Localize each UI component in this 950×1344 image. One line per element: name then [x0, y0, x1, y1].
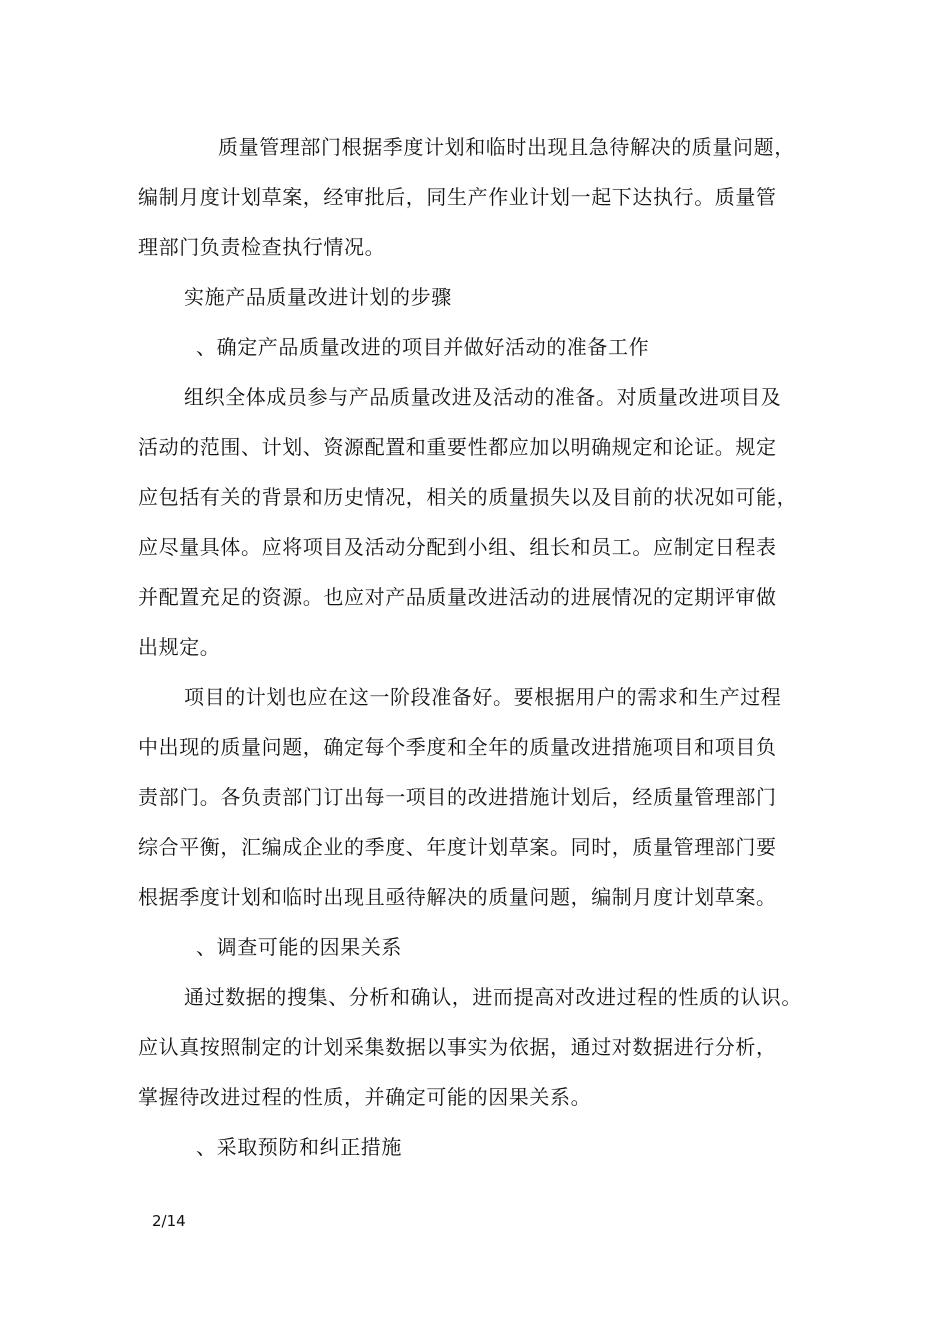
step-heading: 、确定产品质量改进的项目并做好活动的准备工作 [196, 335, 650, 359]
step-heading: 、调查可能的因果关系 [196, 935, 402, 959]
paragraph-line: 出规定。 [138, 635, 221, 659]
paragraph-line: 掌握待改进过程的性质，并确定可能的因果关系。 [138, 1085, 592, 1109]
paragraph-line: 应认真按照制定的计划采集数据以事实为依据，通过对数据进行分析， [138, 1035, 777, 1059]
paragraph-line: 活动的范围、计划、资源配置和重要性都应加以明确规定和论证。规定 [138, 435, 777, 459]
section-heading: 实施产品质量改进计划的步骤 [184, 285, 452, 309]
paragraph-line: 中出现的质量问题，确定每个季度和全年的质量改进措施项目和项目负 [138, 735, 777, 759]
paragraph-line: 责部门。各负责部门订出每一项目的改进措施计划后，经质量管理部门 [138, 785, 777, 809]
paragraph-line: 组织全体成员参与产品质量改进及活动的准备。对质量改进项目及 [184, 385, 782, 409]
step-heading: 、采取预防和纠正措施 [196, 1135, 402, 1159]
paragraph-line: 应尽量具体。应将项目及活动分配到小组、组长和员工。应制定日程表 [138, 535, 777, 559]
paragraph-line: 综合平衡，汇编成企业的季度、年度计划草案。同时，质量管理部门要 [138, 835, 777, 859]
paragraph-line: 应包括有关的背景和历史情况，相关的质量损失以及目前的状况如可能， [138, 485, 798, 509]
page-number: 2/14 [152, 1212, 186, 1230]
paragraph-line: 理部门负责检查执行情况。 [138, 235, 386, 259]
paragraph-line: 并配置充足的资源。也应对产品质量改进活动的进展情况的定期评审做 [138, 585, 777, 609]
paragraph-line: 编制月度计划草案，经审批后，同生产作业计划一起下达执行。质量管 [138, 185, 777, 209]
paragraph-line: 质量管理部门根据季度计划和临时出现且急待解决的质量问题， [218, 135, 795, 159]
paragraph-line: 根据季度计划和临时出现且亟待解决的质量问题，编制月度计划草案。 [138, 885, 777, 909]
paragraph-line: 项目的计划也应在这一阶段准备好。要根据用户的需求和生产过程 [184, 685, 782, 709]
paragraph-line: 通过数据的搜集、分析和确认，进而提高对改进过程的性质的认识。 [184, 985, 802, 1009]
